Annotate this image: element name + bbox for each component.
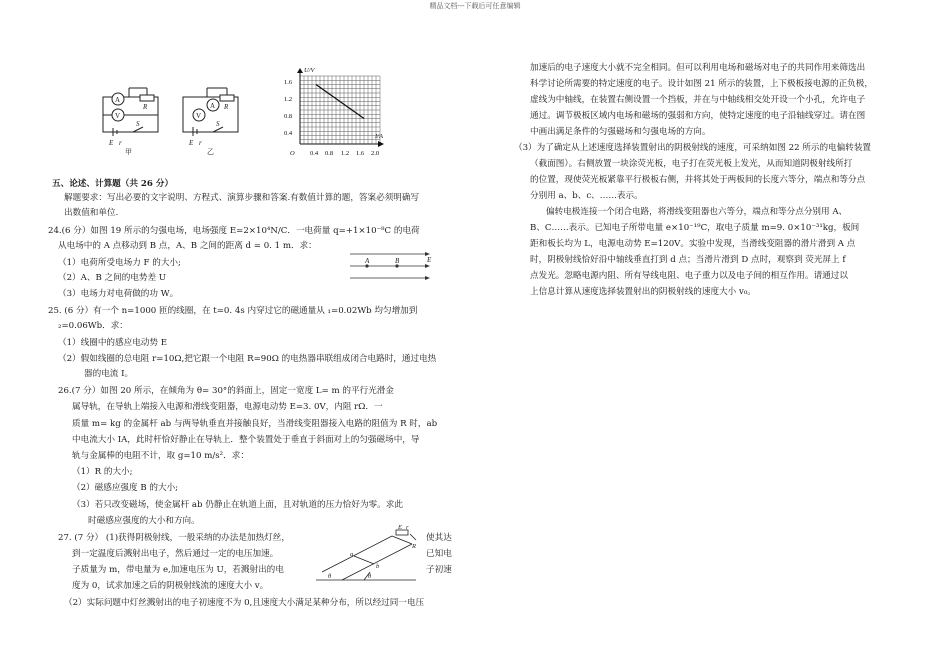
- q26-line-5: 轨与金属棒的电阻不计，取 g=10 m/s²．求：: [72, 451, 249, 461]
- right-line-5: 中画出满足条件的匀强磁场和匀强电场的方向。: [530, 127, 711, 137]
- q26-part-3a: （3）若只改变磁场，使金属杆 ab 仍静止在轨道上面，且对轨道的压力恰好为零。求此: [72, 500, 403, 510]
- right-line-1: 加速后的电子速度大小就不完全相同。但可以利用电场和磁场对电子的共同作用来筛选出: [530, 63, 866, 73]
- q26-line-3: 质量 m= kg 的金属杆 ab 与两导轨垂直并接触良好，当滑线变阻器接入电路的阻值为 R 时，ab: [72, 419, 438, 429]
- requirement-line-1: 解题要求：写出必要的文字说明、方程式、演算步骤和答案.有数值计算的题，答案必须明确写: [64, 193, 420, 203]
- y-tick-0.8: 0.8: [284, 113, 293, 120]
- emf-label: E: [109, 139, 114, 147]
- switch2-label: S: [216, 120, 220, 128]
- section-5-title: 五、论述、计算题（共 26 分）: [52, 179, 174, 189]
- voltmeter-label: V: [115, 112, 121, 120]
- q26-part-1: （1）R 的大小;: [72, 467, 133, 477]
- q24-part-3: （3）电场力对电荷做的功 W。: [58, 289, 179, 299]
- incline-rails-figure: [312, 524, 424, 586]
- q26-line-4: 中电流大小 IA，此时杆恰好静止在导轨上．整个装置处于垂直于斜面对上的匀强磁场中，导: [72, 435, 420, 445]
- q25-line-1: 25. (6 分）有一个 n=1000 匝的线圈，在 t=0. 4s 内穿过它的磁通量从 ₁=0.02Wb 均匀增加到: [48, 306, 418, 316]
- q24-line-1: 24.(6 分）如图 19 所示的匀强电场，电场强度 E=2×10⁴N/C．一电荷量 q=+1×10⁻⁸C 的电荷: [48, 226, 420, 236]
- emf2-label: E: [189, 139, 194, 147]
- right-line-4: 通过。调节极板区域内电场和磁场的强弱和方向，使特定速度的电子沿轴线穿过。请在图: [530, 111, 866, 121]
- source-e-label: E: [398, 524, 402, 531]
- source-r-label: r: [406, 524, 409, 531]
- right-line-13: 时，阴极射线恰好沿中轴线垂直打到 d 点；当滑片滑到 D 点时，观察到 荧光屏上 f: [530, 255, 846, 265]
- rheostat-r-label: R: [412, 543, 416, 550]
- right-line-14: 点发光。忽略电源内阻、所有导线电阻、电子重力以及电子间的相互作用。请通过以: [530, 271, 848, 281]
- origin-label: O: [290, 150, 295, 157]
- q27-line-3: 子质量为 m，带电量为 e,加速电压为 U，若溅射出的电: [72, 565, 284, 575]
- y-tick-1.2: 1.2: [284, 96, 293, 103]
- q27-line-1-tail: 使其达: [426, 533, 452, 543]
- voltmeter2-label: V: [196, 112, 202, 120]
- q27-line-2-tail: 已知电: [426, 549, 452, 559]
- q24-part-1: （1）电荷所受电场力 F 的大小;: [58, 258, 181, 268]
- u-i-graph: [270, 62, 400, 162]
- q27-line-2: 到一定温度后溅射出电子，然后通过一定的电压加速。: [72, 549, 279, 559]
- q25-line-2: ₂=0.06Wb．求：: [58, 321, 128, 331]
- x-tick-2.0: 2.0: [371, 150, 380, 157]
- switch-label: S: [136, 120, 140, 128]
- caption-jia: 甲: [125, 148, 132, 155]
- electric-field-figure: [345, 248, 435, 286]
- q26-line-2: 属导轨，在导轨上端接入电源和滑线变阻器，电源电动势 E=3. 0V，内阻 rΩ．一: [72, 402, 383, 412]
- q27-line-3-tail: 子初速: [426, 565, 452, 575]
- x-axis-label: I/A: [375, 133, 383, 140]
- q27-line-1: 27. (7 分） (1)获得阴极射线，一般采纳的办法是加热灯丝，: [58, 533, 290, 543]
- x-tick-0.8: 0.8: [325, 150, 334, 157]
- q25-part-1: （1）线圈中的感应电动势 E: [58, 338, 168, 348]
- page-header: 精品文档---下载后可任意编辑: [429, 2, 521, 10]
- internal-r2-label: r: [199, 139, 202, 147]
- y-tick-0.4: 0.4: [284, 130, 293, 137]
- right-line-7: （截面图）。右侧放置一块涂荧光板，电子打在荧光板上发光，从而知道阴极射线所打: [530, 159, 853, 169]
- point-b-label: B: [395, 257, 400, 265]
- resistor2-label: R: [224, 103, 229, 111]
- field-e-label: E: [427, 256, 432, 264]
- q27-line-4: 度为 0，试求加速之后的阴极射线流的速度大小 v。: [72, 581, 269, 591]
- q25-part-2a: （2）假如线圈的总电阻 r=10Ω,把它跟一个电阻 R=90Ω 的电热器串联组成闭合电路时，通过电热: [58, 354, 437, 364]
- right-line-8: 的位置，现使荧光板紧靠平行极板右侧，并将其处于两板间的长度六等分，端点和等分点: [530, 175, 866, 185]
- y-axis-label: U/V: [304, 67, 315, 74]
- ammeter2-label: A: [210, 102, 216, 110]
- y-tick-1.6: 1.6: [284, 79, 293, 86]
- x-tick-1.2: 1.2: [341, 150, 350, 157]
- point-a-label: A: [365, 257, 370, 265]
- rod-a-label: a: [350, 551, 354, 558]
- q26-line-1: 26.(7 分）如图 20 所示，在倾角为 θ= 30°的斜面上，固定一宽度 L= m 的平行光滑金: [58, 386, 394, 396]
- theta-label-2: θ: [368, 573, 372, 580]
- right-line-9: 分别用 a、b、c、……表示。: [530, 191, 643, 201]
- internal-r-label: r: [119, 139, 122, 147]
- theta-label-1: θ: [328, 573, 332, 580]
- right-line-11: B、C……表示。已知电子所带电量 e×10⁻¹⁹C，取电子质量 m=9. 0×10⁻³¹kg，板间: [530, 223, 860, 233]
- rod-b-label: b: [376, 563, 380, 570]
- right-line-6: （3）为了确定从上述速度选择装置射出的阴极射线的速度，可采纳如图 22 所示的电偏转装置: [514, 143, 872, 153]
- right-line-3: 虚线为中轴线，在装置右侧设置一个挡板，并在与中轴线相交处开设一个小孔，允许电子: [530, 95, 866, 105]
- ammeter-label: A: [115, 96, 121, 104]
- x-tick-0.4: 0.4: [310, 150, 319, 157]
- x-tick-1.6: 1.6: [356, 150, 365, 157]
- q24-line-2: 从电场中的 A 点移动到 B 点，A、B 之间的距离 d = 0. 1 m．求：: [58, 241, 317, 251]
- q27-part-2: （2）实际问题中灯丝溅射出的电子初速度不为 0,且速度大小满足某种分布，所以经过同一电压: [64, 598, 425, 608]
- circuit-diagrams: [95, 85, 255, 155]
- q24-part-2: （2）A、B 之间的电势差 U: [58, 273, 167, 283]
- requirement-line-2: 出数值和单位.: [64, 208, 119, 218]
- right-line-10: 偏转电极连接一个闭合电路，将滑线变阻器也六等分，端点和等分点分别用 A、: [546, 207, 848, 217]
- caption-yi: 乙: [207, 148, 214, 155]
- right-line-12: 距和板长均为 L，电源电动势 E=120V。实验中发现，当滑线变阻器的滑片滑到 A 点: [530, 239, 856, 249]
- q26-part-3b: 时磁感应强度的大小和方向。: [88, 516, 200, 526]
- right-line-15: 上信息计算从速度选择装置射出的阴极射线的速度大小 v₀。: [530, 287, 756, 297]
- q25-part-2b: 器的电流 I。: [84, 369, 134, 379]
- right-line-2: 科学讨论所需要的特定速度的电子。设计如图 21 所示的装置，上下极板接电源的正负极，: [530, 79, 873, 89]
- resistor-label: R: [143, 103, 148, 111]
- q26-part-2: （2）磁感应强度 B 的大小;: [72, 483, 179, 493]
